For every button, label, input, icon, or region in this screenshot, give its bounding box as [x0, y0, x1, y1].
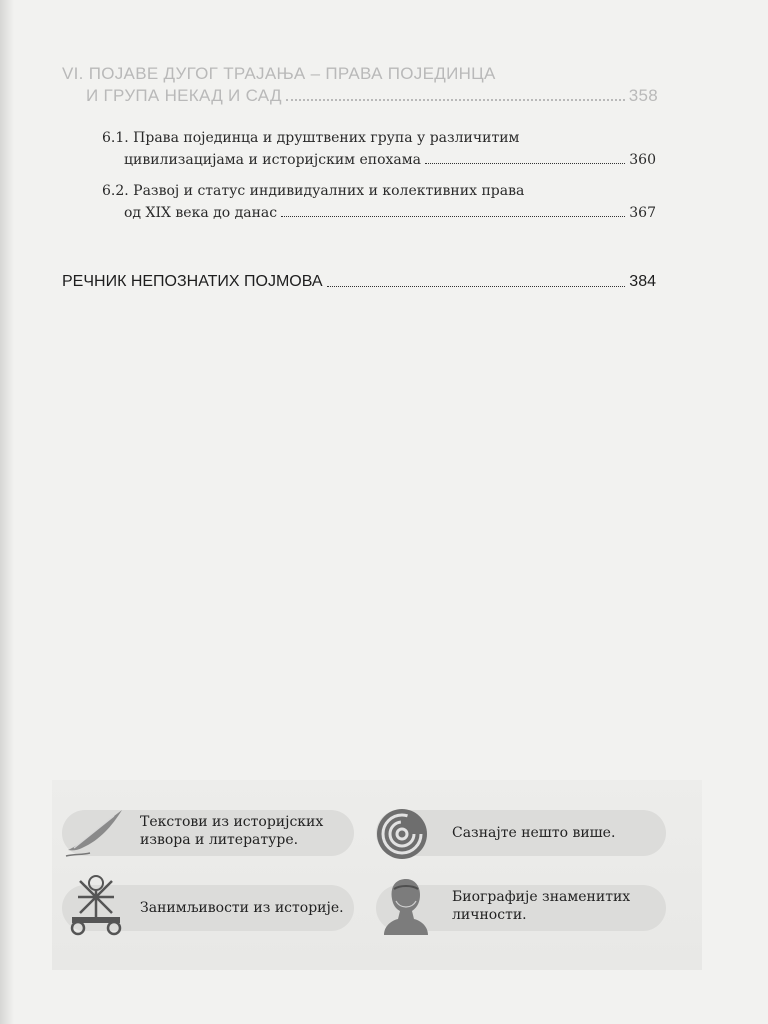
- legend-item-biographies: [376, 885, 666, 931]
- legend-label-line-2: извора и литературе.: [140, 832, 299, 848]
- entry-title-line-2-row: [124, 205, 656, 221]
- chapter-page-number: 358: [628, 86, 658, 105]
- entry-title-line-2: цивилизацијама и историјским епохама: [124, 152, 422, 168]
- toc-entry[interactable]: [102, 130, 656, 168]
- dot-leader: [286, 86, 625, 101]
- quill-icon: [64, 804, 126, 862]
- toc-entry[interactable]: [102, 183, 656, 221]
- dot-leader: [281, 205, 625, 217]
- bust-portrait-icon: [378, 875, 434, 937]
- page-edge-shadow: [0, 0, 14, 1024]
- legend-label: Сазнајте нешто више.: [452, 825, 616, 841]
- chapter-title-line-1: VI. ПОЈАВЕ ДУГОГ ТРАЈАЊА – ПРАВА ПОЈЕДИНЦА: [62, 64, 496, 83]
- legend-item-curiosities: [62, 885, 354, 931]
- dot-leader: [425, 152, 625, 164]
- glossary-page-number: 384: [629, 273, 656, 290]
- toc-glossary-entry[interactable]: [62, 273, 656, 291]
- entry-title-line-2: од XIX века до данас: [124, 205, 278, 221]
- legend-label-line-1: Текстови из историјских: [140, 814, 324, 830]
- legend-item-sources: [62, 810, 354, 856]
- entry-title-line-2-row: [124, 152, 656, 168]
- entry-title-line-1: 6.1. Права појединца и друштвених група у различитим: [102, 130, 520, 146]
- glossary-title: РЕЧНИК НЕПОЗНАТИХ ПОЈМОВА: [62, 273, 323, 290]
- entry-page-number: 367: [629, 205, 656, 221]
- dot-leader: [327, 273, 626, 287]
- entry-title-line-1: 6.2. Развој и статус индивидуалних и колективних права: [102, 183, 525, 199]
- maze-icon: [374, 806, 430, 862]
- chapter-title-line-2: И ГРУПА НЕКАД И САД: [86, 86, 282, 105]
- legend-label: [140, 813, 323, 849]
- legend-label: [452, 888, 630, 924]
- legend-label-line-1: Биографије знаменитих: [452, 889, 631, 905]
- legend-label-line-2: личности.: [452, 907, 527, 923]
- legend-label: Занимљивости из историје.: [140, 900, 344, 916]
- machine-icon: [66, 873, 126, 937]
- chapter-title-line-2-row: [86, 86, 658, 106]
- entry-page-number: 360: [629, 152, 656, 168]
- legend-item-learn-more: [376, 810, 666, 856]
